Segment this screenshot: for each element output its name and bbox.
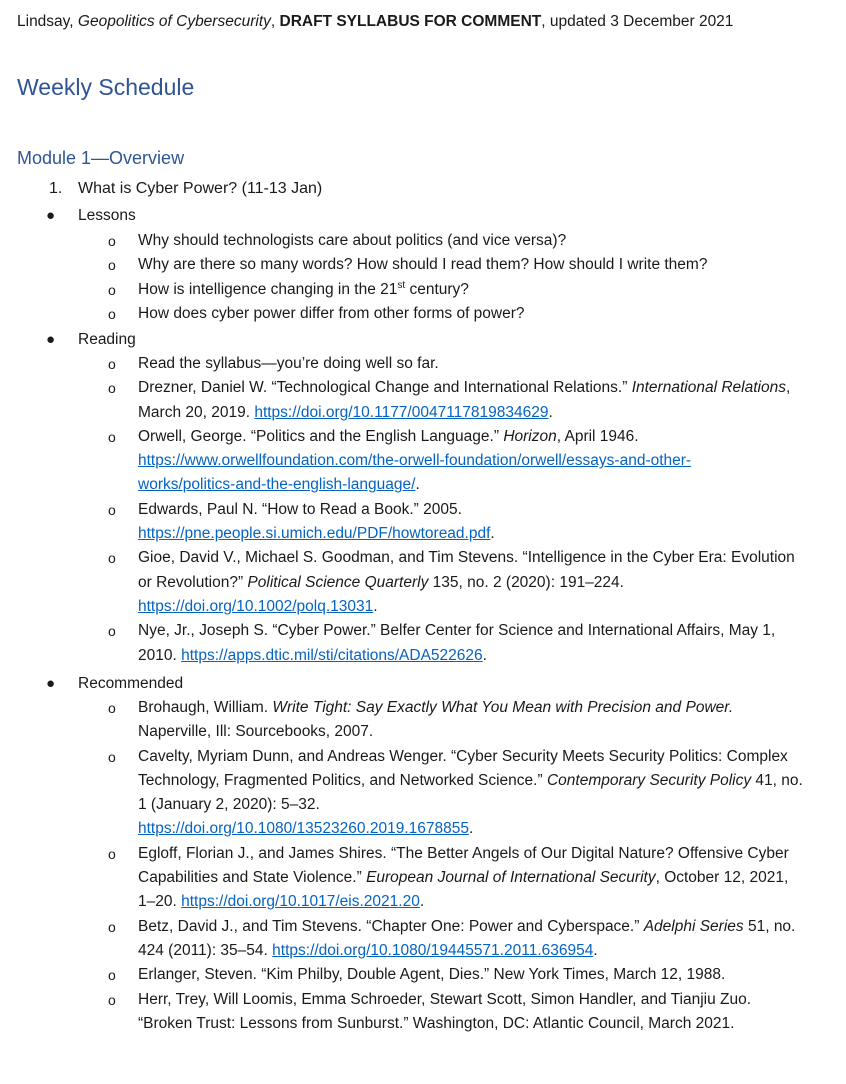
citation-journal: Horizon bbox=[503, 427, 557, 445]
topic-title: What is Cyber Power? (11-13 Jan) bbox=[78, 180, 323, 197]
citation-volume: 135, no. 2 (2020): 191–224. bbox=[428, 573, 624, 591]
list-item bbox=[108, 988, 808, 1037]
citation-link-part-2[interactable]: works/politics-and-the-english-language/ bbox=[138, 476, 416, 494]
citation-period: . bbox=[373, 597, 378, 615]
hollow-bullet-icon: o bbox=[108, 967, 116, 984]
lessons-list bbox=[108, 229, 808, 326]
citation-period: . bbox=[548, 403, 553, 421]
bullet-icon: ● bbox=[46, 207, 56, 224]
citation-link[interactable]: https://doi.org/10.1080/19445571.2011.636954 bbox=[272, 941, 594, 959]
header-comma: , bbox=[270, 13, 276, 30]
list-item bbox=[108, 376, 808, 425]
citation-book-title: Write Tight: Say Exactly What You Mean with Precision and Power. bbox=[272, 699, 734, 716]
reading-list bbox=[108, 352, 808, 668]
hollow-bullet-icon: o bbox=[108, 748, 116, 765]
page-title: Weekly Schedule bbox=[17, 74, 195, 100]
list-item bbox=[108, 915, 808, 964]
citation-link[interactable]: https://apps.dtic.mil/sti/citations/ADA522626 bbox=[181, 646, 483, 664]
citation-text: Cavelty, Myriam Dunn, and Andreas Wenger. “Cyber Security Meets Security Politics: Complex Technology, Fragmented Politics, and Networked Science.” bbox=[138, 747, 788, 789]
lesson-text: Why should technologists care about politics (and vice versa)? bbox=[138, 232, 567, 249]
lesson-text: How is intelligence changing in the 21 bbox=[138, 280, 398, 298]
list-item bbox=[108, 498, 808, 547]
recommended-label: Recommended bbox=[78, 675, 184, 692]
ordinal-superscript: st bbox=[397, 279, 406, 291]
citation-link[interactable]: https://doi.org/10.1002/polq.13031 bbox=[138, 597, 374, 615]
list-item bbox=[108, 963, 808, 987]
citation-text: Orwell, George. “Politics and the English Language.” bbox=[138, 427, 504, 445]
hollow-bullet-icon: o bbox=[108, 356, 116, 372]
list-item bbox=[108, 546, 808, 619]
citation-period: . bbox=[415, 476, 420, 494]
lessons-section-label bbox=[46, 204, 136, 228]
citation-text: Erlanger, Steven. “Kim Philby, Double Agent, Dies.” New York Times, March 12, 1988. bbox=[138, 966, 726, 984]
citation-period: . bbox=[490, 525, 495, 543]
citation-text: Brohaugh, William. bbox=[138, 699, 273, 716]
citation-text: Herr, Trey, Will Loomis, Emma Schroeder, Stewart Scott, Simon Handler, and Tianjiu Zuo. “Broken Trust: Lessons from Sunburst.” Washington, DC: Atlantic Council, March 2021. bbox=[138, 990, 752, 1032]
header-author: Lindsay, bbox=[17, 13, 74, 30]
topic-number: 1. bbox=[49, 180, 63, 197]
module-heading: Module 1—Overview bbox=[17, 148, 185, 168]
citation-period: . bbox=[593, 941, 598, 959]
citation-text: Edwards, Paul N. “How to Read a Book.” 2005. bbox=[138, 500, 462, 518]
hollow-bullet-icon: o bbox=[108, 380, 116, 397]
reading-text: Read the syllabus—you’re doing well so far. bbox=[138, 355, 439, 372]
hollow-bullet-icon: o bbox=[108, 257, 116, 274]
citation-volume: 51, no. 424 (2011): 35–54. bbox=[138, 917, 796, 959]
lesson-text: How does cyber power differ from other forms of power? bbox=[138, 304, 525, 322]
running-header bbox=[17, 11, 733, 33]
citation-journal: Adelphi Series bbox=[643, 917, 744, 935]
lesson-text: Why are there so many words? How should I read them? How should I write them? bbox=[138, 256, 708, 274]
hollow-bullet-icon: o bbox=[108, 918, 116, 935]
citation-link[interactable]: https://pne.people.si.umich.edu/PDF/howtoread.pdf bbox=[138, 525, 491, 543]
list-item bbox=[108, 352, 808, 376]
hollow-bullet-icon: o bbox=[108, 428, 116, 445]
hollow-bullet-icon: o bbox=[108, 550, 116, 567]
citation-period: . bbox=[482, 646, 487, 664]
topic-heading bbox=[49, 177, 322, 201]
list-item bbox=[108, 696, 808, 745]
list-item bbox=[108, 619, 808, 668]
citation-period: . bbox=[468, 820, 474, 838]
header-draft-label: DRAFT SYLLABUS FOR COMMENT bbox=[279, 13, 542, 30]
list-item bbox=[108, 253, 808, 277]
citation-journal: Contemporary Security Policy bbox=[546, 771, 752, 789]
citation-date: , April 1946. bbox=[556, 427, 639, 445]
citation-journal: International Relations bbox=[631, 379, 786, 397]
citation-link[interactable]: https://doi.org/10.1017/eis.2021.20 bbox=[181, 893, 420, 911]
hollow-bullet-icon: o bbox=[108, 623, 116, 640]
list-item bbox=[108, 425, 808, 498]
recommended-list bbox=[108, 696, 808, 1036]
header-updated: , updated 3 December 2021 bbox=[541, 13, 734, 30]
hollow-bullet-icon: o bbox=[108, 281, 116, 298]
citation-link[interactable]: https://doi.org/10.1080/13523260.2019.1678855 bbox=[138, 820, 469, 838]
list-item bbox=[108, 842, 808, 915]
citation-link[interactable]: https://doi.org/10.1177/0047117819834629 bbox=[254, 403, 549, 421]
citation-volume: 41, no. 1 (January 2, 2020): 5–32. bbox=[138, 771, 803, 814]
lesson-text-end: century? bbox=[405, 280, 469, 298]
hollow-bullet-icon: o bbox=[108, 845, 116, 862]
citation-text: Gioe, David V., Michael S. Goodman, and Tim Stevens. “Intelligence in the Cyber Era: Evolution or Revolution?” bbox=[138, 549, 795, 591]
citation-link-part-1[interactable]: https://www.orwellfoundation.com/the-orwell-foundation/orwell/essays-and-other- bbox=[138, 452, 692, 470]
lessons-label: Lessons bbox=[78, 207, 136, 224]
reading-section-label bbox=[46, 328, 136, 352]
citation-text: Betz, David J., and Tim Stevens. “Chapter One: Power and Cyberspace.” bbox=[138, 917, 644, 935]
reading-label: Reading bbox=[78, 331, 136, 348]
citation-text: Nye, Jr., Joseph S. “Cyber Power.” Belfer Center for Science and International Affairs, May 1, 2010. bbox=[138, 622, 776, 664]
citation-publisher: Naperville, Ill: Sourcebooks, 2007. bbox=[138, 723, 374, 741]
header-course-title: Geopolitics of Cybersecurity bbox=[77, 13, 271, 30]
citation-text: Egloff, Florian J., and James Shires. “The Better Angels of Our Digital Nature? Offensive Cyber Capabilities and State Violence.” bbox=[138, 844, 789, 887]
bullet-icon: ● bbox=[46, 331, 56, 348]
hollow-bullet-icon: o bbox=[108, 501, 116, 518]
citation-journal: Political Science Quarterly bbox=[247, 573, 429, 591]
list-item bbox=[108, 229, 808, 253]
hollow-bullet-icon: o bbox=[108, 305, 116, 322]
hollow-bullet-icon: o bbox=[108, 233, 116, 249]
citation-period: . bbox=[419, 893, 425, 911]
hollow-bullet-icon: o bbox=[108, 991, 116, 1008]
list-item bbox=[108, 302, 808, 326]
recommended-section-label bbox=[46, 672, 183, 696]
list-item bbox=[108, 278, 808, 302]
citation-journal: European Journal of International Security bbox=[366, 869, 656, 887]
bullet-icon: ● bbox=[46, 675, 56, 692]
hollow-bullet-icon: o bbox=[108, 700, 116, 716]
citation-text: Drezner, Daniel W. “Technological Change and International Relations.” bbox=[138, 379, 632, 397]
citation-date: , October 12, 2021, 1–20. bbox=[138, 869, 789, 911]
citation-date: , March 20, 2019. bbox=[138, 379, 791, 421]
list-item bbox=[108, 745, 808, 842]
